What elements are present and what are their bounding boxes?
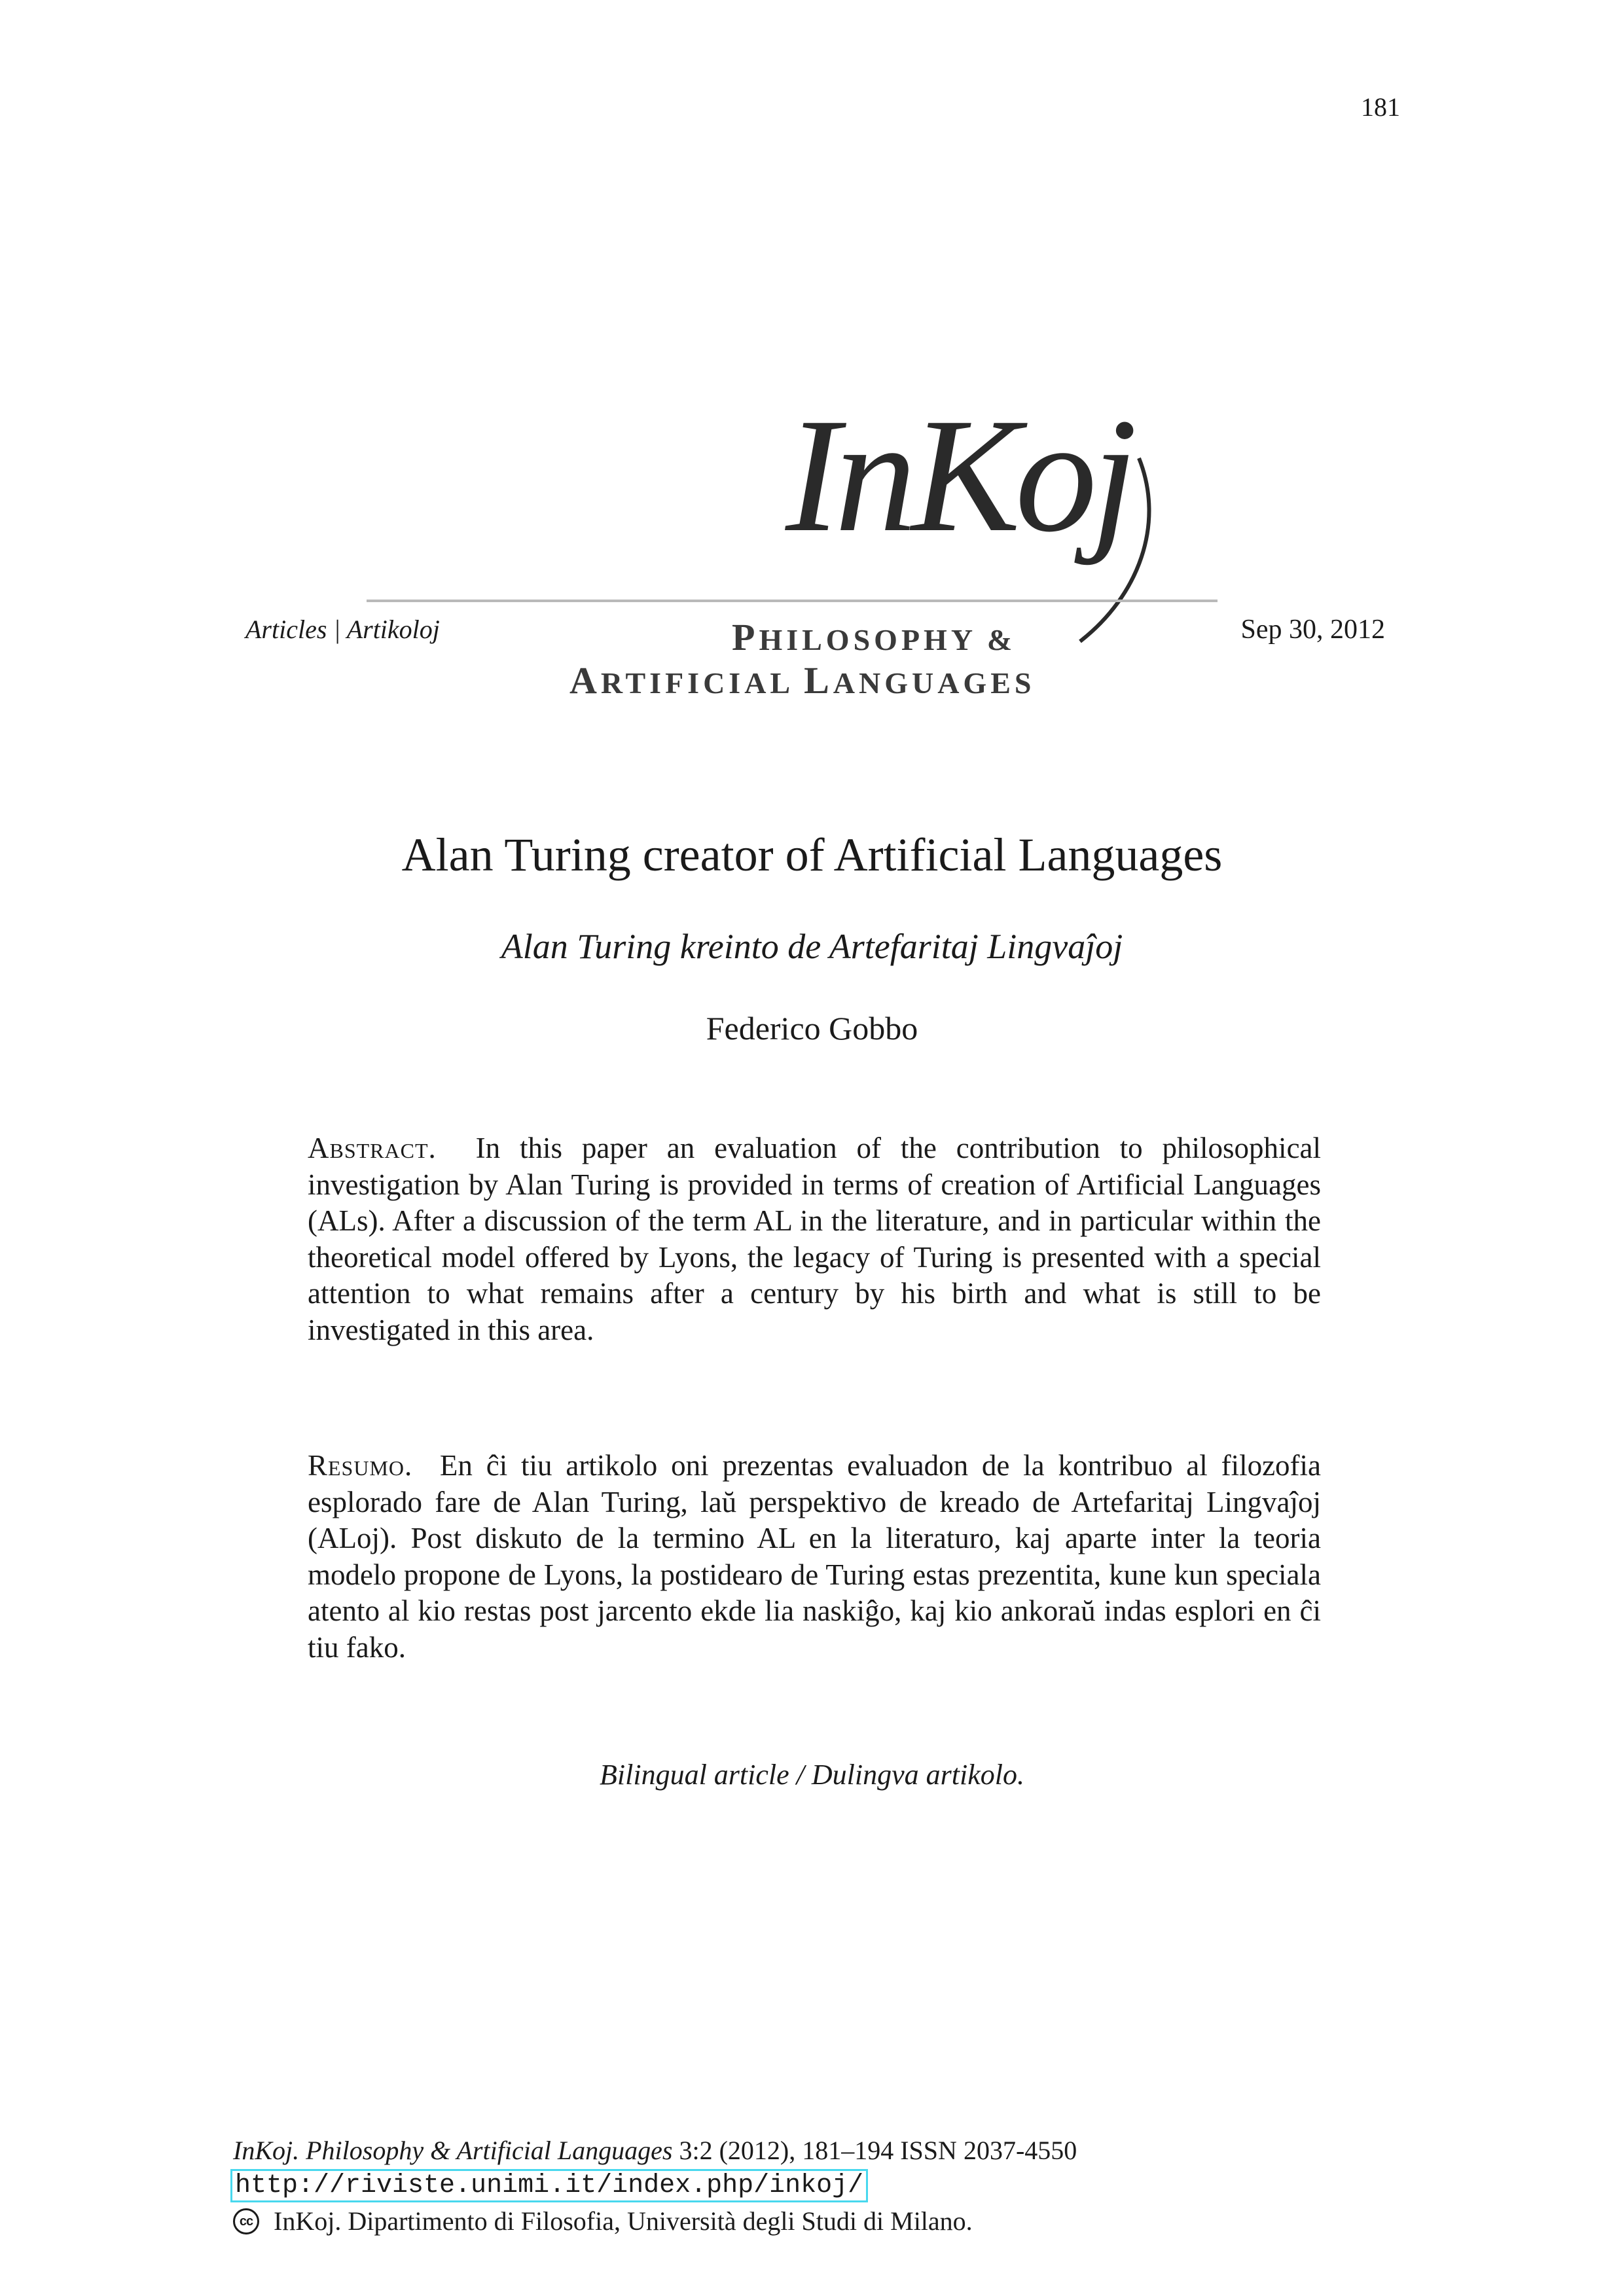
logo-subtitle-text: ANGUAGES: [833, 666, 1036, 700]
section-label: Articles | Artikoloj: [245, 615, 440, 644]
logo-subtitle-line1: [732, 615, 1016, 659]
abstract-text: In this paper an evaluation of the contribution to philosophical investigation by Alan Turing is provided in terms of creation of Artificial Languages (ALs). After a discussion of the term AL in the literature, and in particular within the theoretical model offered by Lyons, the legacy of Turing is presented with a special attention to what remains after a century by his birth and what is still to be investigated in this area.: [308, 1132, 1322, 1346]
abstract-paragraph: [308, 1130, 1321, 1348]
page-number: 181: [1361, 92, 1400, 122]
footer-copyright-text: InKoj. Dipartimento di Filosofia, Università degli Studi di Milano.: [274, 2206, 973, 2236]
footer-journal-name: InKoj. Philosophy & Artificial Languages: [233, 2136, 673, 2165]
journal-logo-wordmark: [772, 380, 1270, 655]
resumo-label: Resumo.: [308, 1449, 413, 1482]
bilingual-note: Bilingual article / Dulingva artikolo.: [600, 1759, 1024, 1791]
logo-subtitle-initial: P: [732, 616, 759, 658]
logo-subtitle-text: RTIFICIAL: [600, 666, 804, 700]
logo-subtitle-initial: A: [569, 659, 601, 702]
logo-wordmark-text: InKoj: [785, 385, 1132, 566]
creative-commons-icon: cc: [233, 2208, 259, 2234]
abstract-label: Abstract.: [308, 1132, 437, 1164]
footer-citation: [233, 2135, 1077, 2166]
article-subtitle: Alan Turing kreinto de Artefaritaj Lingvaĵoj: [501, 927, 1123, 966]
resumo-text: En ĉi tiu artikolo oni prezentas evaluadon de la kontribuo al filozofia esplorado fare de Alan Turing, laŭ perspektivo de kreado de Artefaritaj Lingvaĵoj (ALoj). Post diskuto de la termino AL en la literaturo, kaj aparte inter la teoria modelo propone de Lyons, la postidearo de Turing estas prezentita, kune kun speciala atento al kio restas post jarcento ekde lia naskiĝo, kaj kio ankoraŭ indas esplori en ĉi tiu fako.: [308, 1449, 1322, 1664]
logo-subtitle-line2: [569, 658, 1035, 702]
footer-copyright: [233, 2206, 973, 2236]
logo-subtitle-initial: L: [804, 659, 833, 702]
journal-url-link[interactable]: http://riviste.unimi.it/index.php/inkoj/: [230, 2169, 868, 2202]
header-rule: [367, 600, 1218, 602]
resumo-paragraph: [308, 1448, 1321, 1666]
footer-issue-info: 3:2 (2012), 181–194 ISSN 2037-4550: [672, 2136, 1077, 2165]
article-author: Federico Gobbo: [706, 1010, 918, 1047]
publication-date: Sep 30, 2012: [1240, 615, 1385, 645]
logo-subtitle-text: HILOSOPHY &: [759, 623, 1017, 656]
article-title: Alan Turing creator of Artificial Languages: [401, 829, 1223, 881]
